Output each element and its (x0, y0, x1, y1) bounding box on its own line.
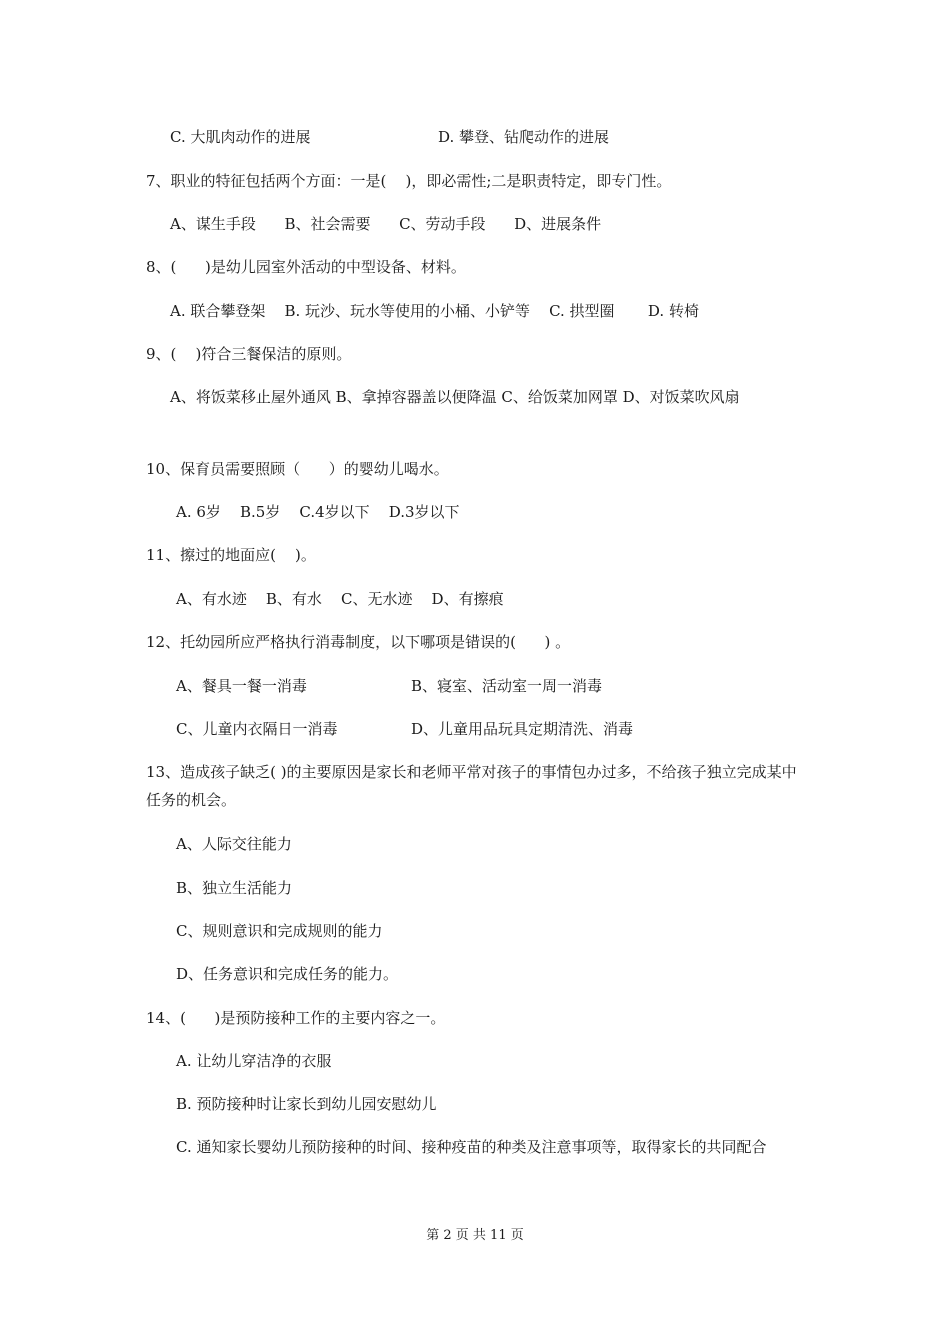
q10-options: A. 6岁 B.5岁 C.4岁以下 D.3岁以下 (176, 503, 460, 521)
q11-options: A、有水迹 B、有水 C、无水迹 D、有擦痕 (176, 590, 504, 608)
q14-stem: 14、( )是预防接种工作的主要内容之一。 (146, 1009, 446, 1027)
q12-option-a: A、餐具一餐一消毒 (176, 677, 307, 695)
q7-options: A、谋生手段 B、社会需要 C、劳动手段 D、进展条件 (170, 215, 602, 233)
q11-stem: 11、擦过的地面应( )。 (146, 546, 316, 564)
q9-options: A、将饭菜移止屋外通风 B、拿掉容器盖以便降温 C、给饭菜加网罩 D、对饭菜吹风扇 (170, 388, 740, 406)
q14-option-b: B. 预防接种时让家长到幼儿园安慰幼儿 (176, 1095, 437, 1113)
q13-stem: 13、造成孩子缺乏( )的主要原因是家长和老师平常对孩子的事情包办过多，不给孩子独立完成某中任务的机会。 (146, 763, 797, 809)
q12-option-b: B、寝室、活动室一周一消毒 (411, 677, 603, 695)
q13-option-b: B、独立生活能力 (176, 879, 293, 897)
q14-option-a: A. 让幼儿穿洁净的衣服 (176, 1052, 332, 1070)
q14-option-c: C. 通知家长婴幼儿预防接种的时间、接种疫苗的种类及注意事项等，取得家长的共同配合 (176, 1138, 767, 1156)
q13-option-a: A、人际交往能力 (176, 835, 292, 853)
q8-stem: 8、( )是幼儿园室外活动的中型设备、材料。 (146, 258, 466, 276)
q13-option-c: C、规则意识和完成规则的能力 (176, 922, 383, 940)
page-number-footer: 第 2 页 共 11 页 (426, 1228, 524, 1243)
q12-option-c: C、儿童内衣隔日一消毒 (176, 720, 338, 738)
q10-stem: 10、保育员需要照顾（ ）的婴幼儿喝水。 (146, 460, 449, 478)
q6-option-c: C. 大肌肉动作的进展 (170, 128, 311, 146)
q12-stem: 12、托幼园所应严格执行消毒制度，以下哪项是错误的( ) 。 (146, 633, 571, 651)
q9-stem: 9、( )符合三餐保洁的原则。 (146, 345, 352, 363)
q6-option-d: D. 攀登、钻爬动作的进展 (438, 128, 610, 146)
q13-option-d: D、任务意识和完成任务的能力。 (176, 965, 399, 983)
q12-option-d: D、儿童用品玩具定期清洗、消毒 (411, 720, 634, 738)
q7-stem: 7、职业的特征包括两个方面：一是( )，即必需性;二是职责特定，即专门性。 (146, 172, 672, 190)
q8-options: A. 联合攀登架 B. 玩沙、玩水等使用的小桶、小铲等 C. 拱型圈 D. 转椅 (170, 302, 699, 320)
